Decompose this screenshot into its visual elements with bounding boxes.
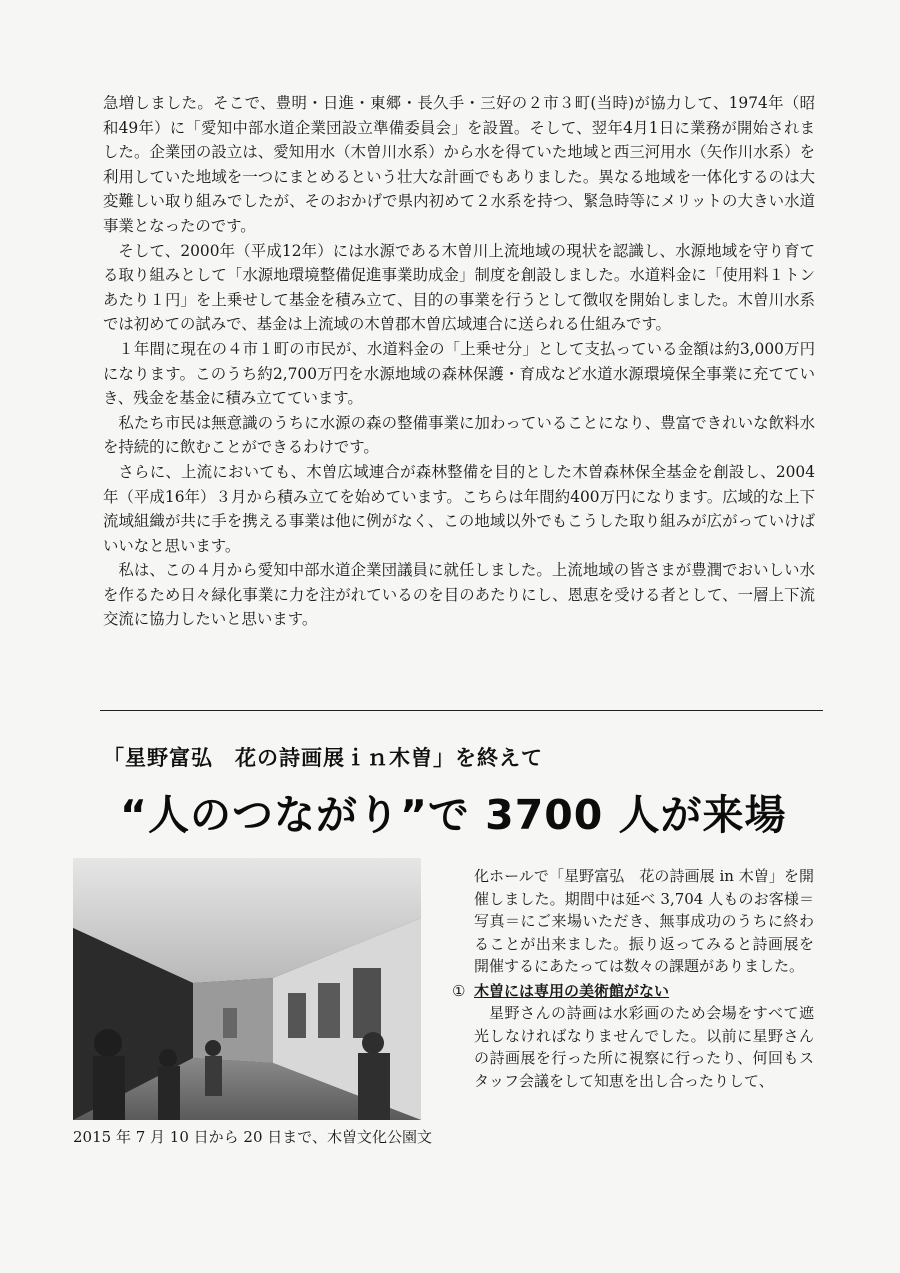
article-intro: 化ホールで「星野富弘 花の詩画展 in 木曽」を開催しました。期間中は延べ 3,704 人ものお客様＝写真＝にご来場いただき、無事成功のうちに終わることが出来ました。振り返ってみると詩画展を開催するにあたっては数々の課題がありました。: [474, 867, 814, 975]
article-headline: “人のつながり”で 3700 人が来場: [120, 791, 787, 839]
exhibition-hall-image: [73, 858, 421, 1120]
paragraph: そして、2000年（平成12年）には水源である木曽川上流地域の現状を認識し、水源地域を守り育てる取り組みとして「水源地環境整備促進事業助成金」制度を創設しました。水道料金に「使用料１トンあたり１円」を上乗せして基金を積み立て、目的の事業を行うとして徴収を開始しました。木曽川水系では初めての試みで、基金は上流域の木曽郡木曽広域連合に送られる仕組みです。: [103, 241, 815, 334]
paragraph: 私は、この４月から愛知中部水道企業団議員に就任しました。上流地域の皆さまが豊潤でおいしい水を作るため日々緑化事業に力を注がれているのを目のあたりにし、恩恵を受ける者として、一層上下流交流に協力したいと思います。: [103, 561, 815, 629]
body-text: [103, 91, 815, 632]
item-title: 木曽には専用の美術館がない: [474, 981, 670, 1000]
paragraph: さらに、上流においても、木曽広域連合が森林整備を目的とした木曽森林保全基金を創設し、2004年（平成16年）３月から積み立てを始めています。こちらは年間約400万円になります。広域的な上下流域組織が共に手を携える事業は他に例がなく、この地域以外でもこうした取り組みが広がっていけばいいなと思います。: [103, 462, 815, 555]
paragraph: 私たち市民は無意識のうちに水源の森の整備事業に加わっていることになり、豊富できれいな飲料水を持続的に飲むことができるわけです。: [103, 413, 815, 457]
item-number: ①: [452, 981, 466, 1000]
issue-item: [452, 980, 814, 1093]
item-body: 星野さんの詩画は水彩画のため会場をすべて遮光しなければなりませんでした。以前に星野さんの詩画展を行った所に視察に行ったり、何回もスタッフ会議をして知恵を出し合ったりして、: [474, 1004, 814, 1090]
article-column: [452, 865, 814, 1092]
section-divider: [100, 710, 823, 711]
photo-caption: 2015 年 7 月 10 日から 20 日まで、木曽文化公園文: [73, 1128, 432, 1146]
paragraph: １年間に現在の４市１町の市民が、水道料金の「上乗せ分」として支払っている金額は約3,000万円になります。このうち約2,700万円を水源地域の森林保護・育成など水道水源環境保全事業に充てていき、残金を基金に積み立てています。: [103, 339, 815, 408]
exhibition-photo: [73, 858, 421, 1120]
paragraph: 急増しました。そこで、豊明・日進・東郷・長久手・三好の２市３町(当時)が協力して、1974年（昭和49年）に「愛知中部水道企業団設立準備委員会」を設置。そして、翌年4月1日に業務が開始されました。企業団の設立は、愛知用水（木曽川水系）から水を得ていた地域と西三河用水（矢作川水系）を利用していた地域を一つにまとめるという壮大な計画でもありました。異なる地域を一体化するのは大変難しい取り組みでしたが、そのおかげで県内初めて２水系を持つ、緊急時等にメリットの大きい水道事業となったのです。: [103, 94, 815, 235]
article-subtitle: 「星野富弘 花の詩画展ｉｎ木曽」を終えて: [103, 746, 543, 770]
